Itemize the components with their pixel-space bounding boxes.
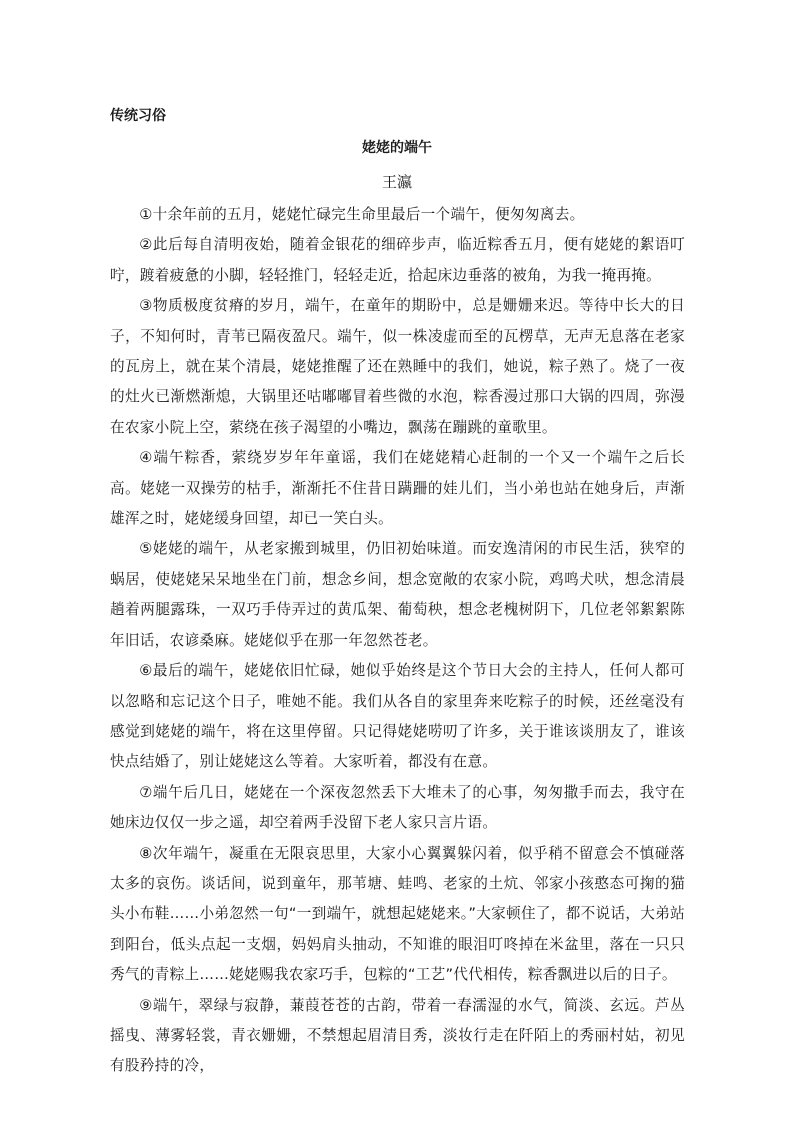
paragraph-6: ⑥最后的端午，姥姥依旧忙碌，她似乎始终是这个节日大会的主持人，任何人都可以忽略和忘记这个日子，唯她不能。我们从各自的家里奔来吃粽子的时候，还丝毫没有感觉到姥姥的端午，将在这里停留。只记得姥姥唠叨了许多，关于谁该谈朋友了，谁该快点结婚了，别让姥姥这么等着。大家听着，都没有在意。 xyxy=(110,662,685,771)
paragraph-8: ⑧次年端午，凝重在无限哀思里，大家小心翼翼躲闪着，似乎稍不留意会不慎碰落太多的哀伤。谈话间，说到童年，那苇塘、蛙鸣、老家的土炕、邻家小孩憨态可掬的猫头小布鞋……小弟忽然一句“一到端午，就想起姥姥来。”大家顿住了，都不说话，大弟站到阳台，低头点起一支烟，妈妈肩头抽动，不知谁的眼泪叮咚掉在米盆里，落在一只只秀气的青粽上……姥姥赐我农家巧手，包粽的“工艺”代代相传，粽香飘进以后的日子。 xyxy=(110,844,685,984)
article-title: 姥姥的端午 xyxy=(362,140,432,156)
article-author: 王瀛 xyxy=(381,173,412,191)
paragraph-1: ①十余年前的五月，姥姥忙碌完生命里最后一个端午，便匆匆离去。 xyxy=(139,206,585,223)
paragraph-7: ⑦端午后几日，姥姥在一个深夜忽然丢下大堆未了的心事，匆匆撒手而去，我守在她床边仅仅一步之遥，却空着两手没留下老人家只言片语。 xyxy=(110,783,685,832)
paragraph-2: ②此后每自清明夜始，随着金银花的细碎步声，临近粽香五月，便有姥姥的絮语叮咛，踱着疲惫的小脚，轻轻推门，轻轻走近，拾起床边垂落的被角，为我一掩再掩。 xyxy=(110,236,685,284)
paragraph-5: ⑤姥姥的端午，从老家搬到城里，仍旧初始味道。而安逸清闲的市民生活，狭窄的蜗居，使姥姥呆呆地坐在门前，想念乡间，想念宽敞的农家小院，鸡鸣犬吠，想念清晨趟着两腿露珠，一双巧手侍弄过的黄瓜架、葡萄秧，想念老槐树阴下，几位老邻絮絮陈年旧话，农谚桑麻。姥姥似乎在那一年忽然苍老。 xyxy=(110,540,685,649)
paragraph-9: ⑨端午，翠绿与寂静，蒹葭苍苍的古韵，带着一春濡湿的水气，简淡、玄远。芦丛摇曳、薄雾轻裳，青衣姗姗，不禁想起眉清目秀，淡妆行走在阡陌上的秀丽村姑，初见有股矜持的冷， xyxy=(110,996,685,1075)
section-label: 传统习俗 xyxy=(110,108,166,124)
article-body xyxy=(110,200,685,1082)
paragraph-4: ④端午粽香，萦绕岁岁年年童谣，我们在姥姥精心赶制的一个又一个端午之后长高。姥姥一双操劳的枯手，渐渐托不住昔日蹒跚的娃儿们，当小弟也站在她身后，声渐雄浑之时，姥姥缓身回望，却已一笑白头。 xyxy=(110,449,685,528)
paragraph-3: ③物质极度贫瘠的岁月，端午，在童年的期盼中，总是姗姗来迟。等待中长大的日子，不知何时，青苇已隔夜盈尺。端午，似一株凌虚而至的瓦楞草，无声无息落在老家的瓦房上，就在某个清晨，姥姥推醒了还在熟睡中的我们，她说，粽子熟了。烧了一夜的灶火已渐燃渐熄，大锅里还咕嘟嘟冒着些微的水泡，粽香漫过那口大锅的四周，弥漫在农家小院上空，萦绕在孩子渴望的小嘴边，飘荡在蹦跳的童歌里。 xyxy=(110,297,685,436)
